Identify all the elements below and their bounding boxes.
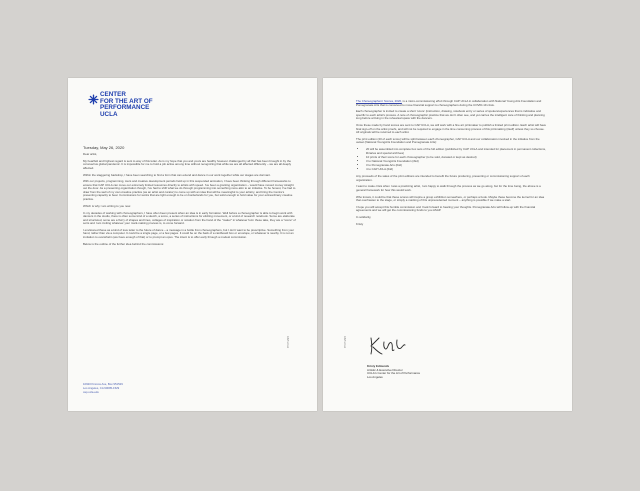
paragraph: Once these made by hand scores are sent to CAP UCLA, we will work with a fine art printmaker to publish a limited print edition. Each artist will have final sign-off on the artist proofs, and will not be required to engage in the time consuming process of this printmaking (itself) unless they so choose. All originals will be returned to each artist. [356,123,547,135]
margin-note: CAP UCLA [286,336,289,348]
paragraph [356,100,546,107]
paragraph: With our projects, programming, tours and creative development periods held up in this suspended animation, I have been thinking through different frameworks to ensure that CAP UCLA can move our extremely limited resources directly to artists with speed. I've been a granting organization – would have moved money straight out the door. As a presenting organization though, I've had to shift what we do through programming into something more akin to an initiative. To be honest, I've had to draw from the well of my own creative practice (as an artist and curator) to come up with an idea that will be meaningful to your artistry, and bring the Centre's presenting capacity to bear. Commissions for works that are light enough to be on borderlands for you, but solid enough to hold value for your extraordinary creative practice. [83,179,296,202]
letter-page-left [68,78,317,411]
salutation: Dear artist, [83,152,98,156]
paragraph: My heartfelt and highest regard is sent to way of this letter. As is my hope that you and yours are healthy however challenged by all that has been brought in by the coronavirus global pandemic. It is impossible for me to hold a job active among time without recognizing that while we are all affected differently – we are all deeply affected. [83,158,292,170]
handwritten-signature [367,332,407,358]
list-item: • 3 to Pomegranate Arts (ibid) [366,164,546,168]
logo-wordmark: CENTER FOR THE ART OF PERFORMANCE UCLA [100,91,153,118]
letter-body-left [83,153,298,249]
logo-star-icon [88,94,99,105]
paragraph: Within the staggering backdrop, I have been searching to find a form that can extend and dance in our work together while our stages are dormant. [83,172,271,177]
edition-list [356,148,546,172]
letter-date: Tuesday, May 26, 2020 [83,145,125,150]
list-item: • 10 prints of their score for each choreographer (to be sold, donated or kept as desired) [366,156,546,160]
list-item: • 3 to National YoungArts Foundation (ibid) [366,160,546,164]
paragraph: Who knows, it could be that these scores will inspire a group exhibition somewhere, or perhaps a book. Maybe these become the kernel for an idea that overhasten to the stage, or simply a marking of this unprecedented moment – anything is possible if we make a start. [356,194,545,203]
signature-block [367,365,420,379]
cap-ucla-logo [88,92,168,120]
letterhead-address [83,382,123,394]
closing: In solidarity, [356,215,372,220]
signer-city: Los Angeles [367,374,383,379]
list-item: • 20 will be assembled into complete box sets of the full edition (published by CAP UCLA and intended for placement in permanent collections, libraries and special archives) [366,148,546,155]
paragraph: I envisioned these as a kind of love letter to the future of dance – a message in a bottle from choreographers, but I don't want to be prescriptive. Something from your hand, rather than via a computer. It could be a single page, or a few pages. It could be on the back of a cardboard box or envelope, or whatever is nearby. It is not an invitation to overwhelm (we have enough of that) or to prompt an opus. The intent is to offer early through a modest commission. [83,227,295,239]
paragraph: In my decades of working with choreographers, I have often been present when an idea is in early formation. Well before a choreographer is able to begin work with dancers in the studio, there is often some kind of a sketch, a score, a series of instructions for eliciting movement, or a kind of research notebook. Some are elaborate and structured, some are a flurry of shapes and lines, collages of inspiration or notation from the hand of the "maker" in whatever form these take, they are a "score" of sorts and I am inviting whatever your mark-making process is, to come forward. [83,210,296,226]
paragraph: Each choreographer is invited to create a short 'score' (instruction, drawing, notebook entry or series of spoken/experiences that is indicative and specific to each artist's process. A note of choreographic practice that we don't often see, and yet carries the intelligent care of thinking and planning long before arriving in the rehearsal space with the dancers. [356,109,545,121]
scores-title-link[interactable]: The Choreographers' Scores, 2020, [356,99,402,103]
margin-note: CAP UCLA [343,336,346,348]
closing-name: Kristy [356,221,364,226]
address-line: Los Angeles, CA 90095-1529 [83,386,120,390]
letter-body-right [356,100,546,230]
signer-title: Artistic & Executive Director [367,367,403,372]
paragraph: Below is the outline of the further idea behind the commissions: [83,241,164,246]
website-link[interactable]: cap.ucla.edu [83,390,99,394]
paragraph: I hope you will accept this humble commission and I look forward to hearing your thoughts. Pomegranate Arts will follow-up with the financial agreements and we will get the commissioning funds to you ASAP. [356,204,536,213]
list-item: • 4 to CAP UCLA (ibid) [366,168,546,172]
signer-org: UCLA's Center for the Art of Performance [367,371,421,375]
paragraph-text: is a micro-commissioning effort through CAP UCLA in collaboration with National Young Arts Foundation and Pomegranate Arts that is conceived to move financial support to choreographers during the COVID-19 crisis. [356,99,542,107]
letter-page-right [323,78,572,411]
paragraph: Any proceeds of the sales of the print editions are intended to benefit the future producing, presenting or commissioning support of each organization. [356,174,530,182]
signer-name: Kristy Edmunds [367,364,390,368]
paragraph: Which is why I am writing to you now. [83,203,131,208]
address-line: 10920 Kinross Ave, Box 951529 [83,382,123,386]
paragraph: I want to make crisis when I was a practicing artist, I am happy to walk through the process as we go along, but for the time being, the above is a general framework for how this would work. [356,184,541,192]
paragraph: The print edition (20 of each score) will be split between each choreographer, CAP UCLA and our collaborators involved in the initiative from the outset (National YoungArts Foundation and Pomegranate Arts): [356,136,540,145]
